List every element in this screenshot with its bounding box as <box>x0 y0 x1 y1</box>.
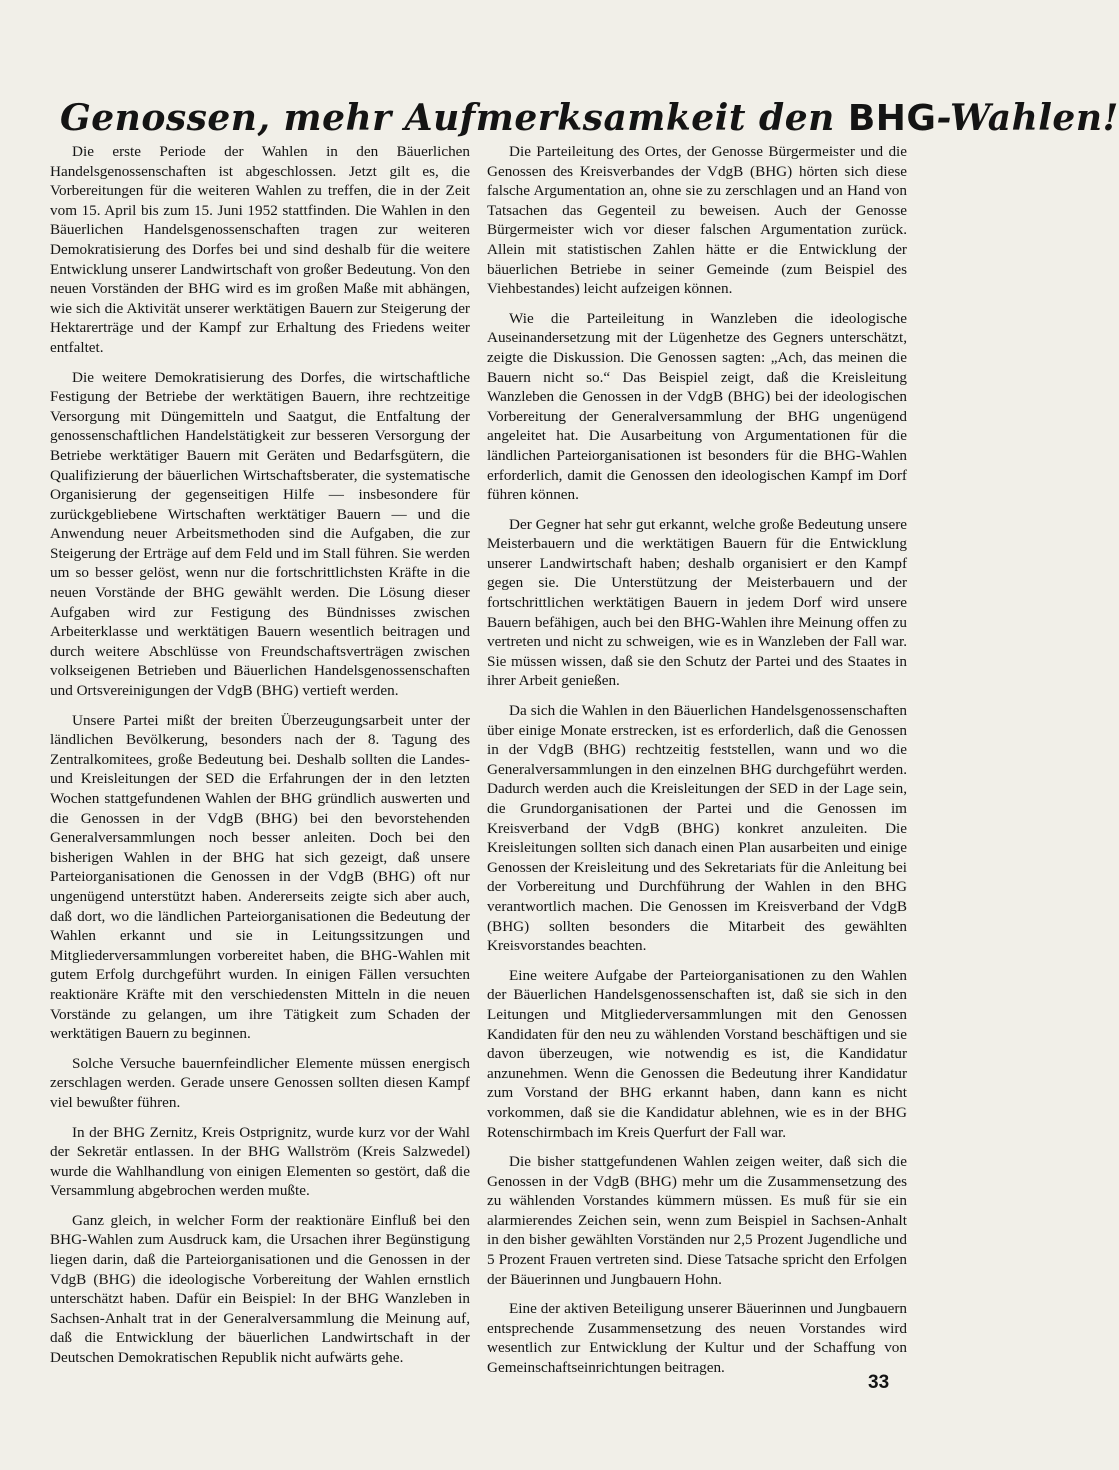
headline-end: -Wahlen! <box>936 97 1119 140</box>
paragraph: Da sich die Wahlen in den Bäuerlichen Handelsgenossenschaften über einige Monate erstrecken, ist es erforderlich, daß die Genossen in der VdgB (BHG) rechtzeitig feststellen, wann und wo die Generalversammlungen in den einzelnen BHG durchgeführt werden. Dadurch werden auch die Kreisleitungen der SED in der Lage sein, die Grundorganisationen der Partei und die Genossen im Kreisverband der VdgB (BHG) konkret anzuleiten. Die Kreisleitungen sollten sich danach einen Plan ausarbeiten und einige Genossen der Kreisleitung und des Sekretariats für die Anleitung bei der Vorbereitung und Durchführung der Wahlen in den BHG verantwortlich machen. Die Genossen im Kreisverband der VdgB (BHG) sollten besonders die Mitarbeit des gewählten Kreisvorstandes beachten. <box>487 702 907 955</box>
left-column <box>50 142 470 1378</box>
paragraph: Wie die Parteileitung in Wanzleben die ideologische Auseinandersetzung mit der Lügenhetze des Gegners unterschätzt, zeigte die Diskussion. Die Genossen sagten: „Ach, das meinen die Bauern nicht so.“ Das Beispiel zeigt, daß die Kreisleitung Wanzleben die Genossen in der VdgB (BHG) bei der ideologischen Vorbereitung der Generalversammlung der BHG ungenügend angeleitet hat. Die Ausarbeitung von Argumentationen für die ländlichen Parteiorganisationen ist besonders für die BHG-Wahlen erforderlich, damit die Genossen den ideologischen Kampf im Dorf führen können. <box>487 309 907 504</box>
paragraph: Die bisher stattgefundenen Wahlen zeigen weiter, daß sich die Genossen in der VdgB (BHG) mehr um die Zusammensetzung des zu wählenden Vorstandes kümmern müssen. Es muß für sie ein alarmierendes Zeichen sein, wenn zum Beispiel in Sachsen-Anhalt in den bisher gewählten Vorständen nur 2,5 Prozent Jugendliche und 5 Prozent Frauen vertreten sind. Diese Tatsache spricht den Erfolgen der Bäuerinnen und Jungbauern Hohn. <box>487 1153 907 1288</box>
paragraph: Eine der aktiven Beteiligung unserer Bäuerinnen und Jungbauern entsprechende Zusammensetzung des neuen Vorstandes wird wesentlich zur Entwicklung der Kultur und der Schaffung von Gemeinschaftseinrichtungen beitragen. <box>487 1300 907 1377</box>
paragraph: Die weitere Demokratisierung des Dorfes, die wirtschaftliche Festigung der Betriebe der werktätigen Bauern, ihre rechtzeitige Versorgung mit Düngemitteln und Saatgut, die Entfaltung der genossenschaftlichen Handelstätigkeit zur besseren Versorgung der Betriebe werktätiger Bauern mit Geräten und Bedarfsgütern, die Qualifizierung der bäuerlichen Wirtschaftsberater, die systematische Organisierung der gegenseitigen Hilfe — insbesondere für zurückgebliebene Wirtschaften werktätiger Bauern — und die Anwendung neuer Arbeitsmethoden sind die Aufgaben, die zur Steigerung der Erträge auf dem Feld und im Stall führen. Sie werden um so besser gelöst, wenn nur die fortschrittlichsten Kräfte in die neuen Vorstände der BHG gewählt werden. Die Lösung dieser Aufgaben wird zur Festigung des Bündnisses zwischen Arbeiterklasse und werktätigen Bauern wesentlich beitragen und durch weitere Abschlüsse von Freundschaftsverträgen zwischen volkseigenen Betrieben und Bäuerlichen Handelsgenossenschaften und Ortsvereinigungen der VdgB (BHG) vertieft werden. <box>50 368 470 700</box>
paragraph: Ganz gleich, in welcher Form der reaktionäre Einfluß bei den BHG-Wahlen zum Ausdruck kam, die Ursachen ihrer Begünstigung liegen darin, daß die Parteiorganisationen und die Genossen in der VdgB (BHG) die ideologische Vorbereitung der Wahlen ernstlich unterschätzt haben. Dafür ein Beispiel: In der BHG Wanzleben in Sachsen-Anhalt trat in der Generalversammlung die Meinung auf, daß die Entwicklung der bäuerlichen Landwirtschaft in der Deutschen Demokratischen Republik nicht aufwärts gehe. <box>50 1211 470 1367</box>
headline-text: Genossen, mehr Aufmerksamkeit den <box>60 97 848 140</box>
page-number: 33 <box>868 1372 890 1393</box>
headline-acronym: BHG <box>847 98 937 140</box>
paragraph: Der Gegner hat sehr gut erkannt, welche große Bedeutung unsere Meisterbauern und die werktätigen Bauern für die Entwicklung unserer Landwirtschaft haben; deshalb organisiert er den Kampf gegen sie. Die Unterstützung der Meisterbauern und der fortschrittlichen werktätigen Bauern in jedem Dorf wird unsere Bauern befähigen, auch bei den BHG-Wahlen ihre Meinung offen zu vertreten und nicht zu schweigen, wie es in Wanzleben der Fall war. Sie müssen wissen, daß sie den Schutz der Partei und des Staates in ihrer Arbeit genießen. <box>487 515 907 690</box>
article-headline <box>60 96 1119 141</box>
right-column <box>487 142 907 1388</box>
paragraph: Die Parteileitung des Ortes, der Genosse Bürgermeister und die Genossen des Kreisverbandes der VdgB (BHG) hörten sich diese falsche Argumentation an, ohne sie zu zerschlagen und an Hand von Tatsachen das Gegenteil zu beweisen. Auch der Genosse Bürgermeister wich vor dieser falschen Argumentation zurück. Allein mit statistischen Zahlen hätte er die Entwicklung der bäuerlichen Betriebe in seiner Gemeinde (zum Beispiel des Viehbestandes) leicht aufzeigen können. <box>487 143 907 298</box>
paragraph: Unsere Partei mißt der breiten Überzeugungsarbeit unter der ländlichen Bevölkerung, besonders nach der 8. Tagung des Zentralkomitees, große Bedeutung bei. Deshalb sollten die Landes- und Kreisleitungen der SED die Erfahrungen der in den letzten Wochen stattgefundenen Wahlen der BHG gründlich auswerten und die Genossen in der VdgB (BHG) bei den bevorstehenden Generalversammlungen noch besser anleiten. Doch bei den bisherigen Wahlen in der BHG hat sich gezeigt, daß unsere Parteiorganisationen die Genossen in der VdgB (BHG) oft nur ungenügend unterstützt haben. Andererseits zeigte sich aber auch, daß dort, wo die ländlichen Parteiorganisationen die Bedeutung der Wahlen erkannt und sie in Leitungssitzungen und Mitgliederversammlungen vorbereitet haben, die BHG-Wahlen mit gutem Erfolg durchgeführt wurden. In einigen Fällen versuchten reaktionäre Kräfte mit den verschiedensten Mitteln in die neuen Vorstände zu gelangen, um ihre Tätigkeit zum Schaden der werktätigen Bauern zu beginnen. <box>50 711 470 1043</box>
paragraph: In der BHG Zernitz, Kreis Ostprignitz, wurde kurz vor der Wahl der Sekretär entlassen. In der BHG Wallström (Kreis Salzwedel) wurde die Wahlhandlung von einigen Elementen so gestört, daß die Versammlung abgebrochen werden mußte. <box>50 1123 470 1200</box>
paragraph: Eine weitere Aufgabe der Parteiorganisationen zu den Wahlen der Bäuerlichen Handelsgenossenschaften ist, daß sie sich in den Leitungen und Mitgliederversammlungen mit den Genossen Kandidaten für den neu zu wählenden Vorstand beschäftigen und sie davon überzeugen, wie notwendig es ist, die Kandidatur anzunehmen. Wenn die Genossen die Bedeutung ihrer Kandidatur zum Vorstand der BHG erkannt haben, dann kann es nicht vorkommen, daß sie die Kandidatur ablehnen, wie es in der BHG Rotenschirmbach im Kreis Querfurt der Fall war. <box>487 966 907 1141</box>
paragraph: Solche Versuche bauernfeindlicher Elemente müssen energisch zerschlagen werden. Gerade unsere Genossen sollten diesen Kampf viel bewußter führen. <box>50 1054 470 1111</box>
paragraph: Die erste Periode der Wahlen in den Bäuerlichen Handelsgenossenschaften ist abgeschlossen. Jetzt gilt es, die Vorbereitungen für die weiteren Wahlen zu treffen, die in der Zeit vom 15. April bis zum 15. Juni 1952 stattfinden. Die Wahlen in den Bäuerlichen Handelsgenossenschaften tragen zur weiteren Demokratisierung des Dorfes bei und sind deshalb für die weitere Entwicklung unserer Landwirtschaft von großer Bedeutung. Von den neuen Vorständen der BHG wird es im großen Maße mit abhängen, wie sich die Aktivität unserer werktätigen Bauern zur Steigerung der Hektarerträge und der Kampf zur Erhaltung des Friedens weiter entfaltet. <box>50 143 470 356</box>
